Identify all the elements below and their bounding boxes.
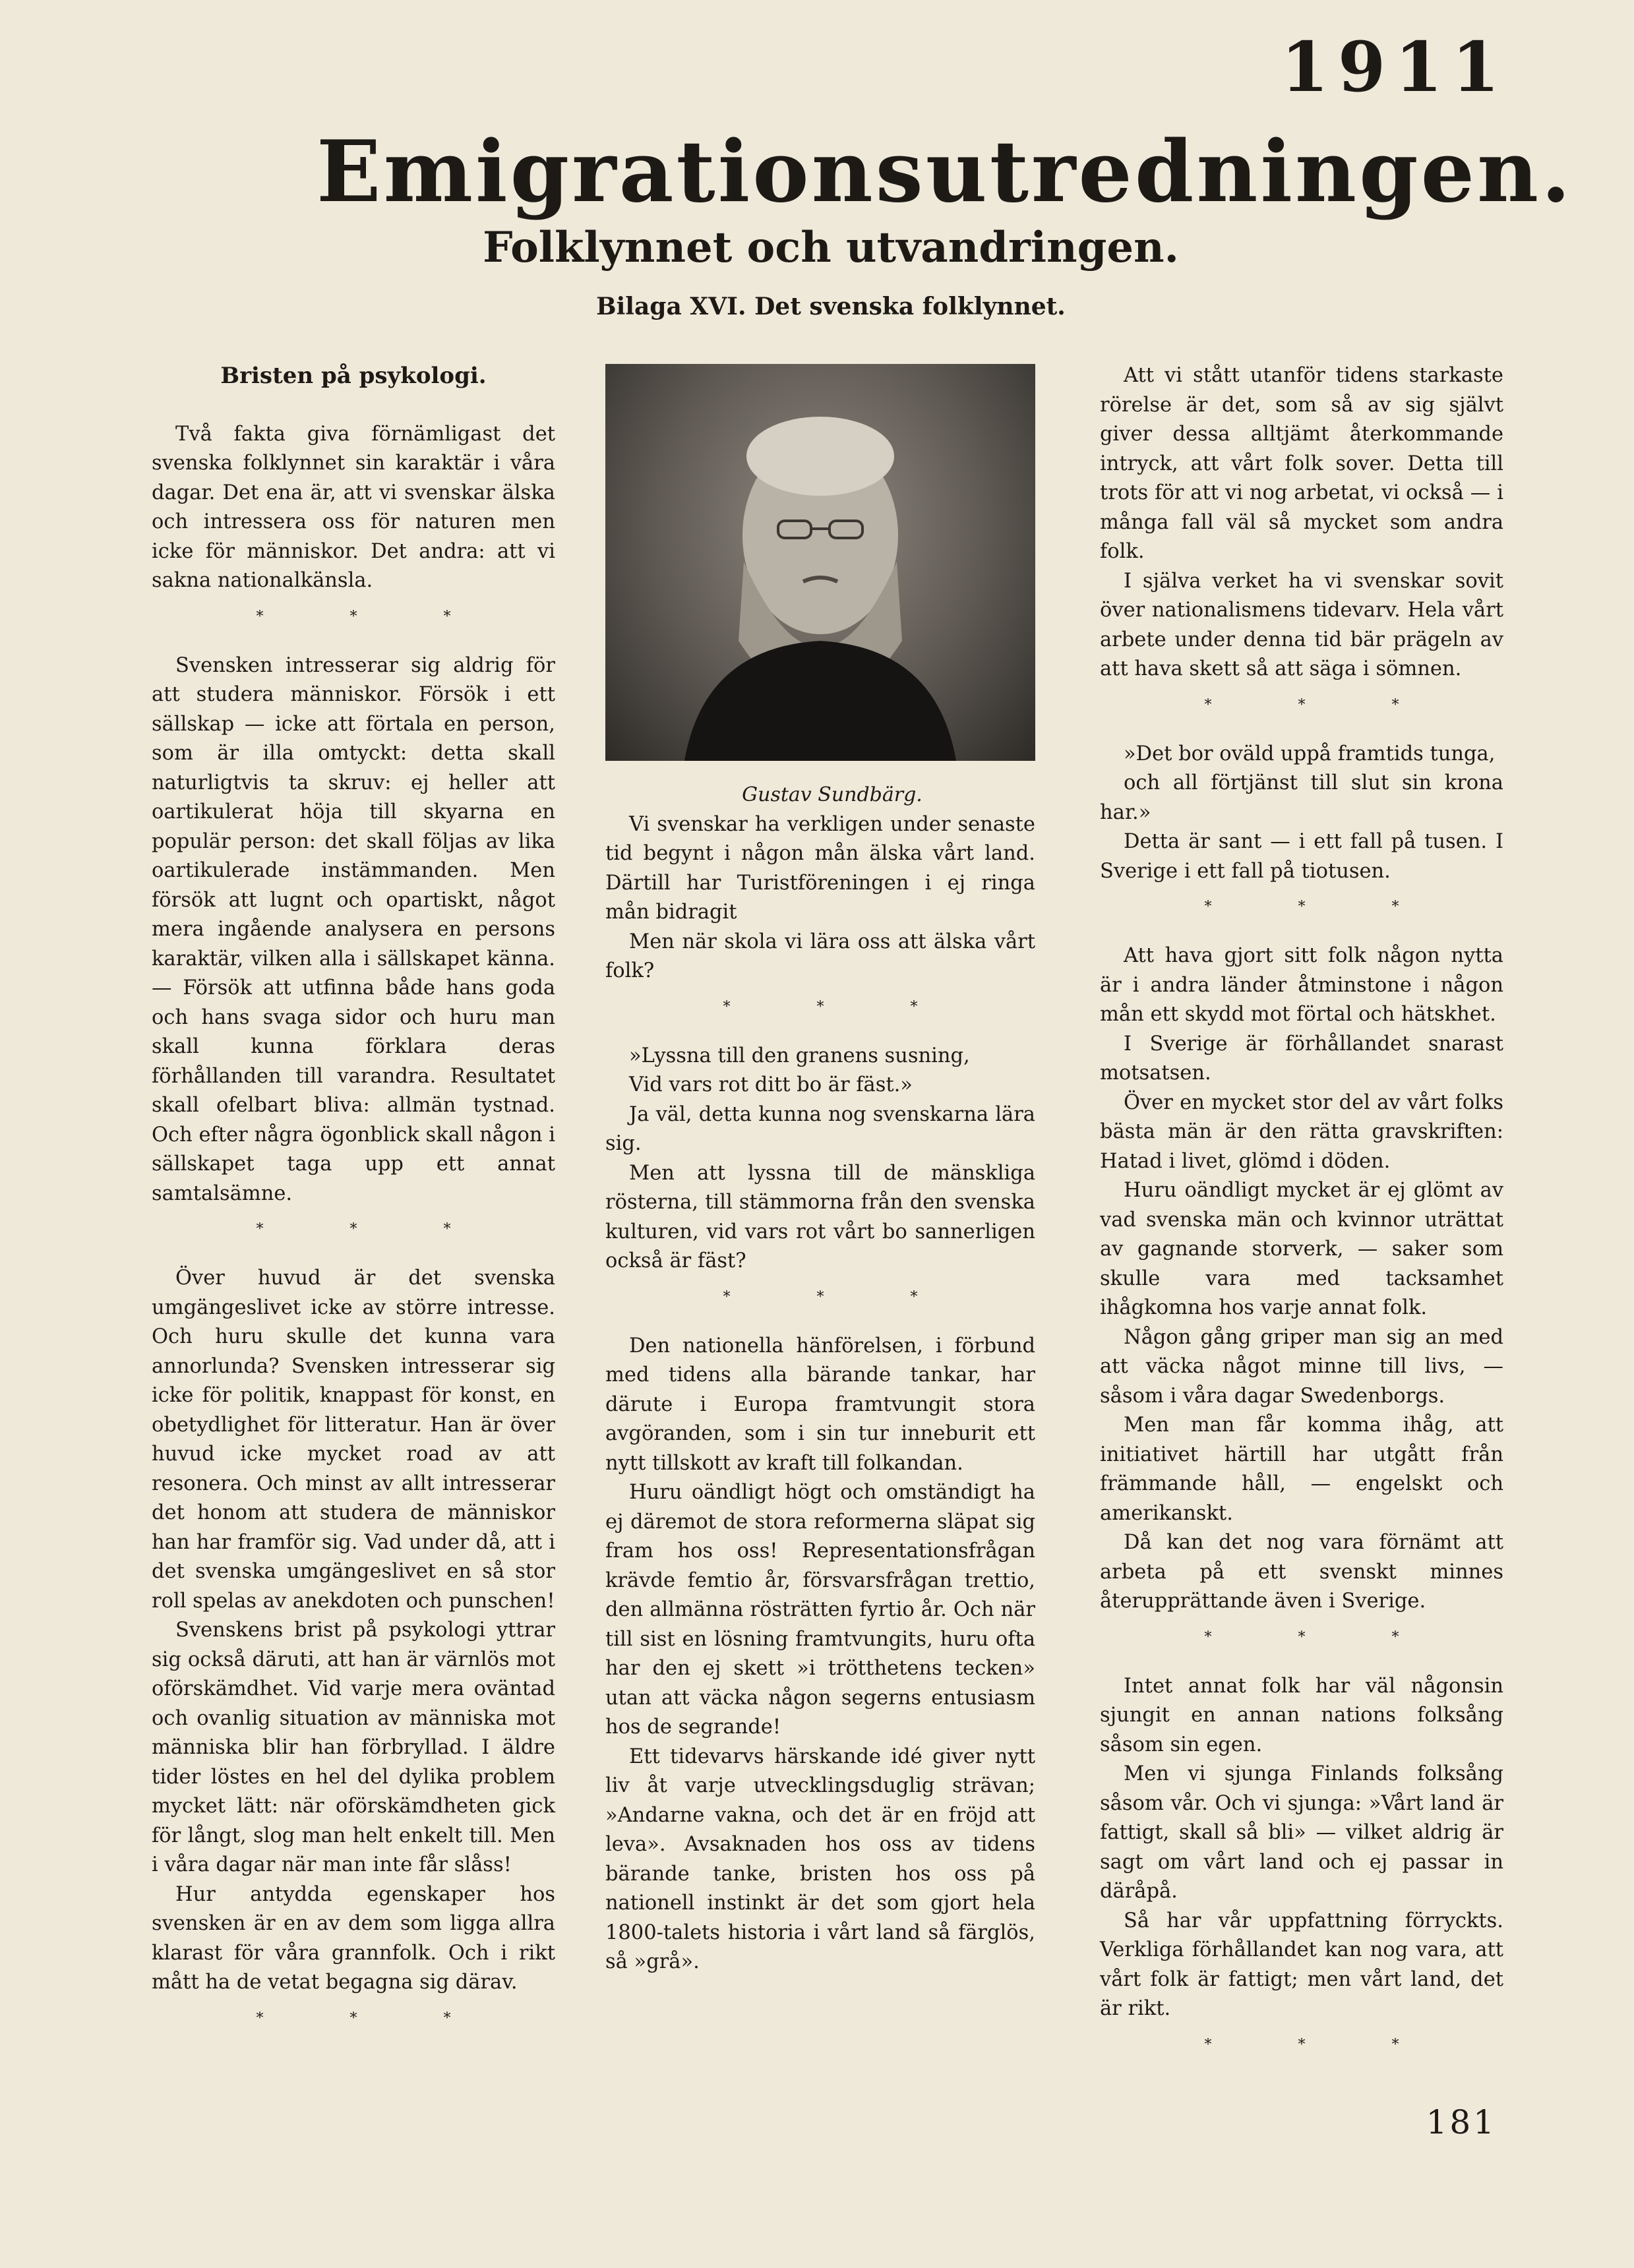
page-number: 181 — [1426, 2103, 1497, 2141]
paragraph: Men att lyssna till de mänskliga rösterna, till stämmorna från den svenska kulturen, vid vars rot vårt bo sannerligen också är fäst? — [605, 1161, 1035, 1272]
column-right — [1100, 361, 1503, 2079]
page-subtitle: Folklynnet och utvandringen. — [483, 223, 1179, 272]
paragraph: Över en mycket stor del av vårt folks bästa män är den rätta gravskriften: Hatad i livet, glömd i döden. — [1100, 1090, 1503, 1173]
section-divider: * * * — [256, 608, 492, 625]
column-middle — [605, 364, 1035, 1977]
paragraph: Men när skola vi lära oss att älska vårt folk? — [605, 930, 1035, 982]
section-heading: Bristen på psykologi. — [220, 363, 487, 389]
quote-line: och all förtjänst till slut sin krona har.» — [1100, 771, 1503, 824]
paragraph: Hur antydda egenskaper hos svensken är en av dem som ligga allra klarast för våra grannfolk. Och i rikt mått ha de vetat begagna sig därav. — [152, 1882, 555, 1994]
paragraph: Två fakta giva förnämligast det svenska folklynnet sin karaktär i våra dagar. Det ena är, att vi svenskar älska och intressera oss för naturen men icke för människor. Det andra: att vi sakna nationalkänsla. — [152, 422, 555, 592]
paragraph: Ett tidevarvs härskande idé giver nytt liv åt varje utvecklingsduglig strävan; »Andarne vakna, och det är en fröjd att leva». Avsaknaden hos oss av tidens bärande tanke, bristen hos oss på nationell instinkt är det som gjort hela 1800-talets historia i vårt land så färglös, så »grå». — [605, 1745, 1035, 1973]
portrait-caption: Gustav Sundbärg. — [742, 783, 923, 806]
paragraph: Men vi sjunga Finlands folksång såsom vår. Och vi sjunga: »Vårt land är fattigt, skall så bli» — vilket aldrig är sagt om vårt land och ej passar in däråpå. — [1100, 1762, 1503, 1903]
paragraph: Den nationella hänförelsen, i förbund med tidens alla bärande tankar, har därute i Europa framtvungit stora avgöranden, som i sin tur inneburit ett nytt tillskott av kraft till folkandan. — [605, 1334, 1035, 1475]
paragraph: Då kan det nog vara förnämt att arbeta på ett svenskt minnes återupprättande även i Sverige. — [1100, 1531, 1503, 1613]
paragraph: Svensken intresserar sig aldrig för att studera människor. Försök i ett sällskap — icke att förtala en person, som är illa omtyckt: detta skall naturligtvis ta skruv: ej heller att oartikulerat höja till skyarna en populär person: det skall följas av lika oartikulerade instämmanden. Men försök att lugnt och opartiskt, något mera ingående analysera en persons karaktär, vilken alla i sällskapet känna. — Försök att utfinna både hans goda och hans svaga sidor och huru man skall kunna förklara deras förhållanden till varandra. Resultatet skall ofelbart bliva: allmän tystnad. Och efter några ögonblick skall någon i sällskapet taga upp ett annat samtalsämne. — [152, 653, 555, 1205]
quote-line: »Lyssna till den granens susning, — [629, 1044, 970, 1067]
section-divider: * * * — [723, 998, 959, 1015]
section-divider: * * * — [1204, 696, 1440, 713]
section-divider: * * * — [256, 2010, 492, 2027]
paragraph: Men man får komma ihåg, att initiativet härtill har utgått från främmande håll, — engelskt och amerikanskt. — [1100, 1414, 1503, 1525]
year-heading: 1911 — [1281, 26, 1509, 107]
paragraph: Över huvud är det svenska umgängeslivet icke av större intresse. Och huru skulle det kunna vara annorlunda? Svensken intresserar sig icke för politik, knappast för konst, en obetydlighet för litteratur. Han är över huvud icke mycket road av att resonera. Och minst av allt intresserar det honom att studera de människor han har framför sig. Vad under då, att i det svenska umgängeslivet en så stor roll spelas av anekdoten och punschen! — [152, 1267, 555, 1613]
appendix-heading: Bilaga XVI. Det svenska folklynnet. — [596, 293, 1066, 320]
quote-line: »Det bor oväld uppå framtids tunga, — [1124, 742, 1496, 765]
paragraph: Någon gång griper man sig an med att väcka något minne till livs, — såsom i våra dagar Swedenborgs. — [1100, 1325, 1503, 1408]
section-divider: * * * — [1204, 2036, 1440, 2053]
section-divider: * * * — [723, 1288, 959, 1305]
section-divider: * * * — [1204, 1628, 1440, 1646]
quote-line: Vid vars rot ditt bo är fäst.» — [629, 1073, 913, 1096]
section-divider: * * * — [1204, 899, 1440, 915]
paragraph: Huru oändligt mycket är ej glömt av vad svenska män och kvinnor uträttat av gagnande storverk, — saker som skulle vara med tacksamhet ihågkomna hos varje annat folk. — [1100, 1179, 1503, 1319]
paragraph: Så har vår uppfattning förryckts. Verkliga förhållandet kan nog vara, att vårt folk är fattigt; men vårt land, det är rikt. — [1100, 1909, 1503, 2020]
column-left — [152, 361, 555, 2053]
paragraph: Vi svenskar ha verkligen under senaste tid begynt i någon mån älska vårt land. Därtill har Turistföreningen i ej ringa mån bidragit — [605, 812, 1035, 924]
paragraph: I Sverige är förhållandet snarast motsatsen. — [1100, 1032, 1503, 1085]
page-title: Emigrationsutredningen. — [317, 123, 1573, 222]
paragraph: Huru oändligt högt och omständigt ha ej däremot de stora reformerna släpat sig fram hos oss! Representationsfrågan krävde femtio år, försvarsfrågan trettio, den allmänna rösträtten fyrtio år. Och när till sist en lösning framtvungits, huru ofta har den ej skett »i trötthetens tecken» utan att väcka någon segerns entusiasm hos de segrande! — [605, 1481, 1035, 1739]
paragraph: Detta är sant — i ett fall på tusen. I Sverige i ett fall på tiotusen. — [1100, 830, 1503, 883]
section-divider: * * * — [256, 1221, 492, 1238]
portrait-photo-icon — [605, 364, 1035, 761]
paragraph: I själva verket ha vi svenskar sovit över nationalismens tidevarv. Hela vårt arbete under denna tid bär prägeln av att hava skett så att säga i sömnen. — [1100, 569, 1503, 680]
paragraph: Svenskens brist på psykologi yttrar sig också däruti, att han är värnlös mot oförskämdhet. Vid varje mera oväntad och ovanlig situation av människa mot människa blir han förbryllad. I äldre tider löstes en hel del dylika problem mycket lätt: när oförskämdheten gick för långt, slog man helt enkelt till. Men i våra dagar när man inte får slåss! — [152, 1619, 555, 1876]
paragraph: Intet annat folk har väl någonsin sjungit en annan nations folksång såsom sin egen. — [1100, 1674, 1503, 1756]
paragraph: Ja väl, detta kunna nog svenskarna lära sig. — [605, 1102, 1035, 1155]
paragraph: Att hava gjort sitt folk någon nytta är i andra länder åtminstone i någon mån ett skydd mot förtal och hätskhet. — [1100, 944, 1503, 1026]
paragraph: Att vi stått utanför tidens starkaste rörelse är det, som så av sig självt giver dessa alltjämt återkommande intryck, att vårt folk sover. Detta till trots för att vi nog arbetat, vi också — i många fall väl så mycket som andra folk. — [1100, 364, 1503, 563]
